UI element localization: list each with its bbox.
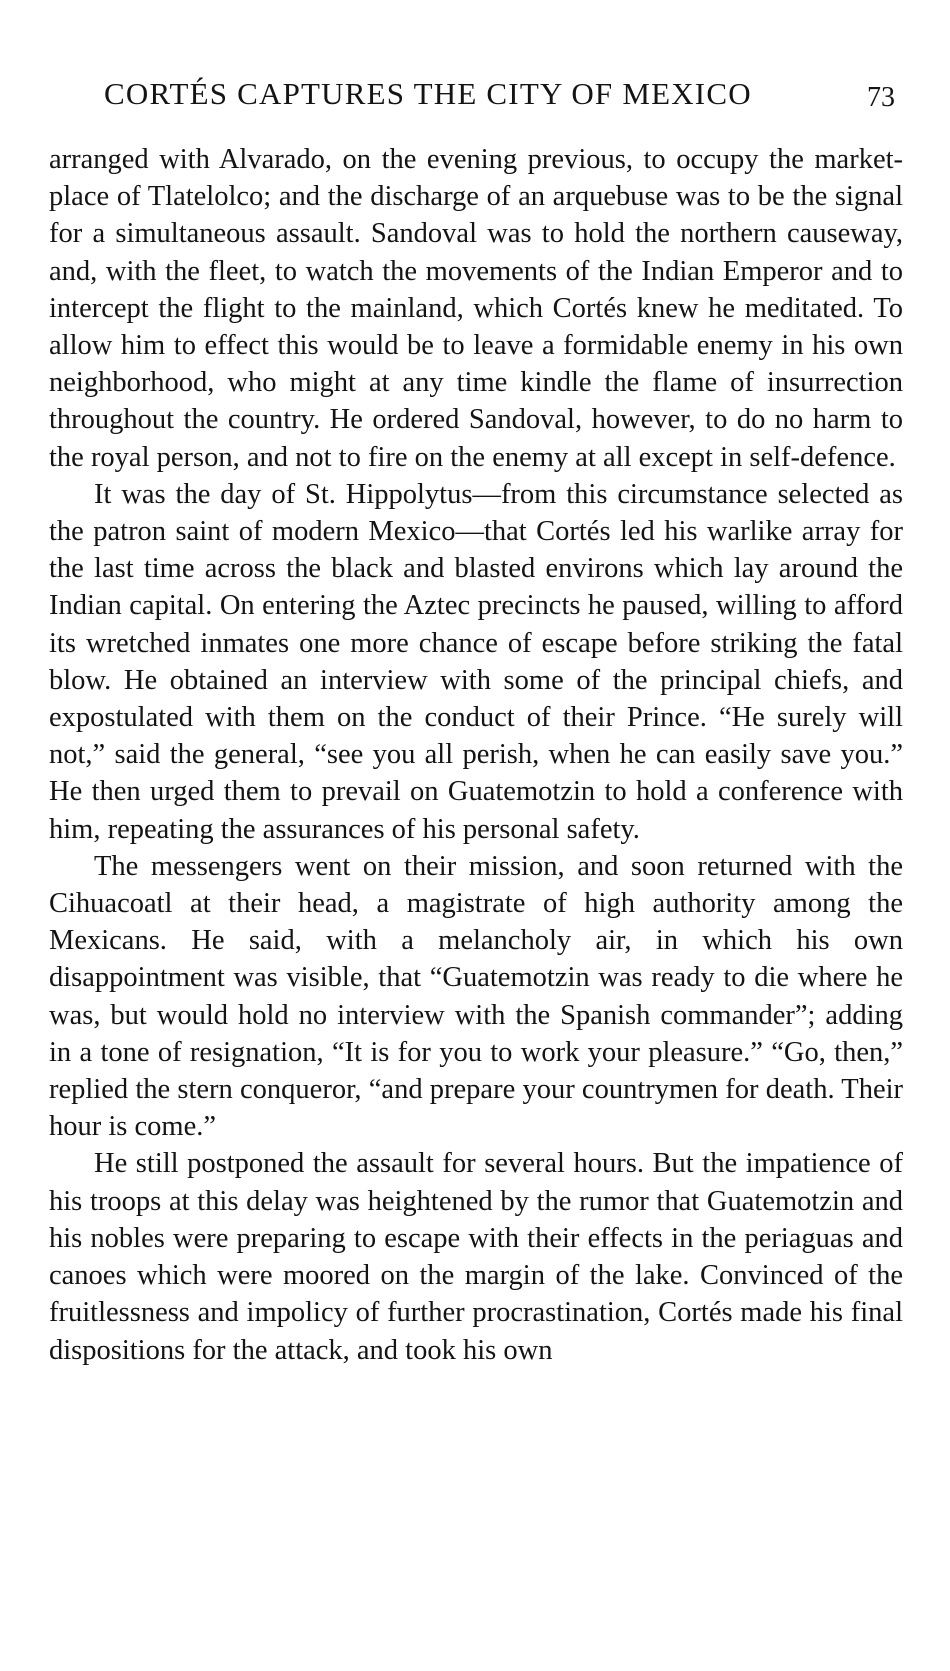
page-number: 73 (867, 82, 895, 113)
running-title: CORTÉS CAPTURES THE CITY OF MEXICO (104, 76, 752, 111)
running-head (49, 70, 903, 130)
paragraph: arranged with Alvarado, on the evening previous, to occupy the market-place of Tlatelolco; and the discharge of an arquebuse was to be the signal for a simultaneous assault. Sandoval was to hold the northern causeway, and, with the fleet, to watch the movements of the Indian Emperor and to intercept the flight to the mainland, which Cortés knew he meditated. To allow him to effect this would be to leave a formidable enemy in his own neighborhood, who might at any time kindle the flame of insurrection throughout the country. He ordered Sandoval, however, to do no harm to the royal person, and not to fire on the enemy at all except in self-defence. (49, 144, 903, 473)
paragraph: It was the day of St. Hippolytus—from this circumstance selected as the patron saint of modern Mexico—that Cortés led his warlike array for the last time across the black and blasted environs which lay around the Indian capital. On entering the Aztec precincts he paused, willing to afford its wretched inmates one more chance of escape before striking the fatal blow. He obtained an interview with some of the principal chiefs, and expostulated with them on the conduct of their Prince. “He surely will not,” said the general, “see you all perish, when he can easily save you.” He then urged them to prevail on Guatemotzin to hold a conference with him, repeating the assurances of his personal safety. (49, 478, 903, 845)
paragraph: The messengers went on their mission, and soon returned with the Cihuacoatl at their head, a magistrate of high authority among the Mexicans. He said, with a melancholy air, in which his own disappointment was visible, that “Guatemotzin was ready to die where he was, but would hold no interview with the Spanish commander”; adding in a tone of resignation, “It is for you to work your pleasure.” “Go, then,” replied the stern conqueror, “and prepare your countrymen for death. Their hour is come.” (49, 850, 903, 1143)
paragraph: He still postponed the assault for several hours. But the impatience of his troops at this delay was heightened by the rumor that Guatemotzin and his nobles were preparing to escape with their effects in the periaguas and canoes which were moored on the margin of the lake. Convinced of the fruitlessness and impolicy of further procrastination, Cortés made his final dispositions for the attack, and took his own (49, 1148, 903, 1366)
book-page (49, 70, 903, 1369)
body-text (49, 141, 903, 1369)
